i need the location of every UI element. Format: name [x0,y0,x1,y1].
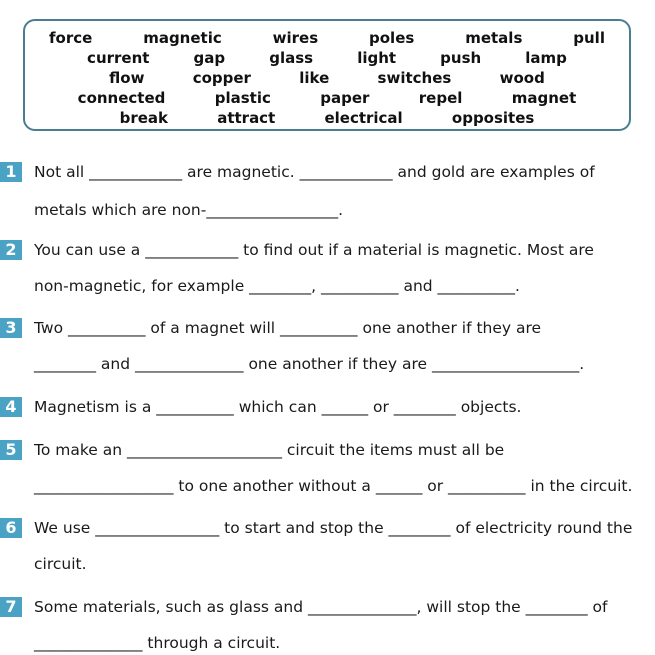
word: paper [320,89,370,107]
word: metals [465,29,523,47]
question-number: 6 [0,518,22,538]
question-number: 7 [0,597,22,617]
word: like [299,69,330,87]
word-bank-row [25,69,629,87]
word: connected [77,89,166,107]
word: repel [418,89,463,107]
question-text: Magnetism is a __________ which can ______ or ________ objects. [34,398,522,416]
question-number: 3 [0,318,22,338]
word: opposites [451,109,535,127]
word: current [87,49,150,67]
word-bank [23,19,631,131]
question-number: 2 [0,240,22,260]
word-bank-row [25,89,629,107]
word: force [49,29,93,47]
question-text: You can use a ____________ to find out if a material is magnetic. Most are [34,241,594,259]
word: wood [499,69,545,87]
word: attract [217,109,276,127]
question-text: To make an ____________________ circuit the items must all be [34,441,505,459]
question-text: circuit. [34,555,87,573]
question-text: non-magnetic, for example ________, __________ and __________. [34,277,520,295]
question-text: metals which are non-_________________. [34,201,343,219]
question-text: We use ________________ to start and stop the ________ of electricity round the [34,519,633,537]
word: magnet [511,89,577,107]
word: push [440,49,482,67]
question-number: 1 [0,162,22,182]
question-number: 4 [0,397,22,417]
word-bank-row [25,109,629,127]
question-text: __________________ to one another without a ______ or __________ in the circuit. [34,477,633,495]
word: pull [573,29,605,47]
word-bank-row [25,49,629,67]
question-text: Some materials, such as glass and ______________, will stop the ________ of [34,598,608,616]
word: electrical [324,109,403,127]
word: lamp [525,49,567,67]
word: break [119,109,168,127]
word: wires [272,29,319,47]
word-bank-row [25,29,629,47]
word: copper [192,69,251,87]
word: switches [377,69,452,87]
word: flow [109,69,145,87]
question-text: Not all ____________ are magnetic. ____________ and gold are examples of [34,163,595,181]
question-text: ______________ through a circuit. [34,634,281,652]
word: poles [369,29,415,47]
word: gap [193,49,226,67]
word: magnetic [143,29,222,47]
question-number: 5 [0,440,22,460]
word: light [357,49,397,67]
word: glass [269,49,314,67]
question-text: Two __________ of a magnet will __________ one another if they are [34,319,542,337]
word: plastic [214,89,271,107]
question-text: ________ and ______________ one another if they are ___________________. [34,355,585,373]
